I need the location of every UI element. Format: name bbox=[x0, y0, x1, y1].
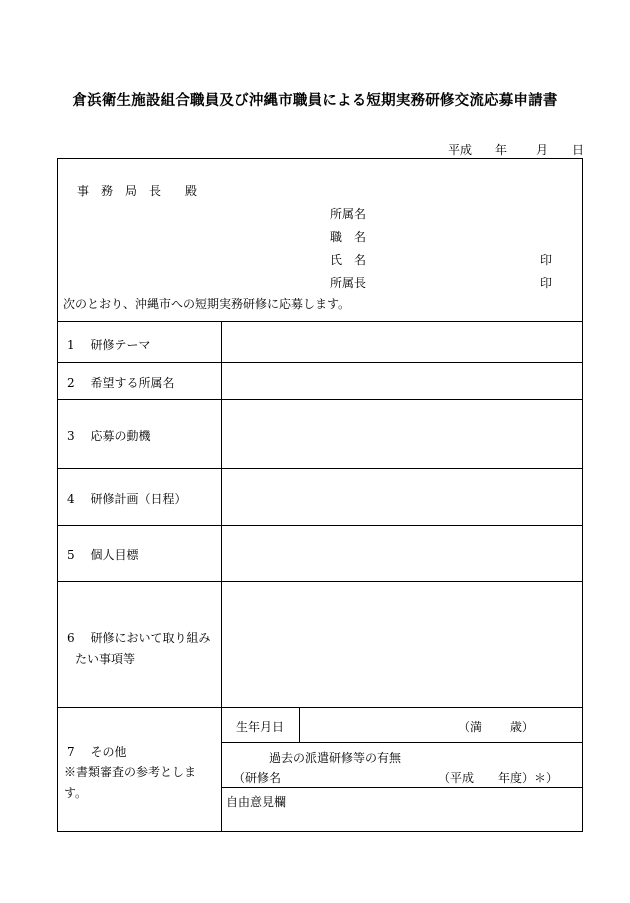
date-era: 平成 bbox=[448, 143, 473, 157]
date-day: 日 bbox=[572, 143, 585, 157]
addressee: 事 務 局 長 殿 bbox=[77, 184, 198, 198]
position-label: 職 名 bbox=[330, 230, 367, 244]
row-label-desired-dept: 2 希望する所属名 bbox=[67, 376, 175, 390]
name-label: 氏 名 bbox=[330, 253, 367, 267]
sub-row-divider bbox=[221, 742, 582, 743]
row-divider bbox=[58, 581, 582, 582]
date-year: 年 bbox=[495, 143, 508, 157]
chief-seal-mark: 印 bbox=[540, 276, 553, 290]
row-label-plan: 4 研修計画（日程） bbox=[67, 492, 187, 506]
row-divider bbox=[58, 321, 582, 322]
statement: 次のとおり、沖縄市への短期実務研修に応募します。 bbox=[63, 297, 351, 311]
row-divider bbox=[58, 468, 582, 469]
sub-row-divider bbox=[221, 787, 582, 788]
sub-column-divider bbox=[299, 707, 300, 742]
row-label-theme: 1 研修テーマ bbox=[67, 338, 151, 352]
row-divider bbox=[58, 399, 582, 400]
row-label-initiatives-cont: たい事項等 bbox=[75, 652, 136, 666]
row-label-motivation: 3 応募の動機 bbox=[67, 429, 151, 443]
past-training-label: 過去の派遣研修等の有無 bbox=[269, 751, 402, 765]
column-divider bbox=[221, 321, 222, 831]
form-title: 倉浜衛生施設組合職員及び沖縄市職員による短期実務研修交流応募申請書 bbox=[72, 93, 558, 109]
age-label: （満 歳） bbox=[458, 720, 534, 734]
training-name-label: （研修名 bbox=[233, 771, 282, 785]
row-label-goal: 5 個人目標 bbox=[67, 548, 139, 562]
birthdate-label: 生年月日 bbox=[236, 720, 285, 734]
row-note-other: ※書類審査の参考としま bbox=[64, 765, 197, 779]
training-year-label: （平成 年度）＊） bbox=[438, 771, 559, 785]
row-label-other: 7 その他 bbox=[67, 745, 127, 759]
seal-mark: 印 bbox=[540, 253, 553, 267]
row-note-other-cont: す。 bbox=[64, 786, 88, 800]
date-month: 月 bbox=[536, 143, 549, 157]
chief-label: 所属長 bbox=[330, 276, 367, 290]
row-divider bbox=[58, 707, 582, 708]
row-divider bbox=[58, 525, 582, 526]
affiliation-label: 所属名 bbox=[330, 207, 367, 221]
free-opinion-label: 自由意見欄 bbox=[226, 795, 287, 809]
row-divider bbox=[58, 362, 582, 363]
application-form bbox=[57, 158, 583, 832]
row-label-initiatives: 6 研修において取り組み bbox=[67, 631, 211, 645]
